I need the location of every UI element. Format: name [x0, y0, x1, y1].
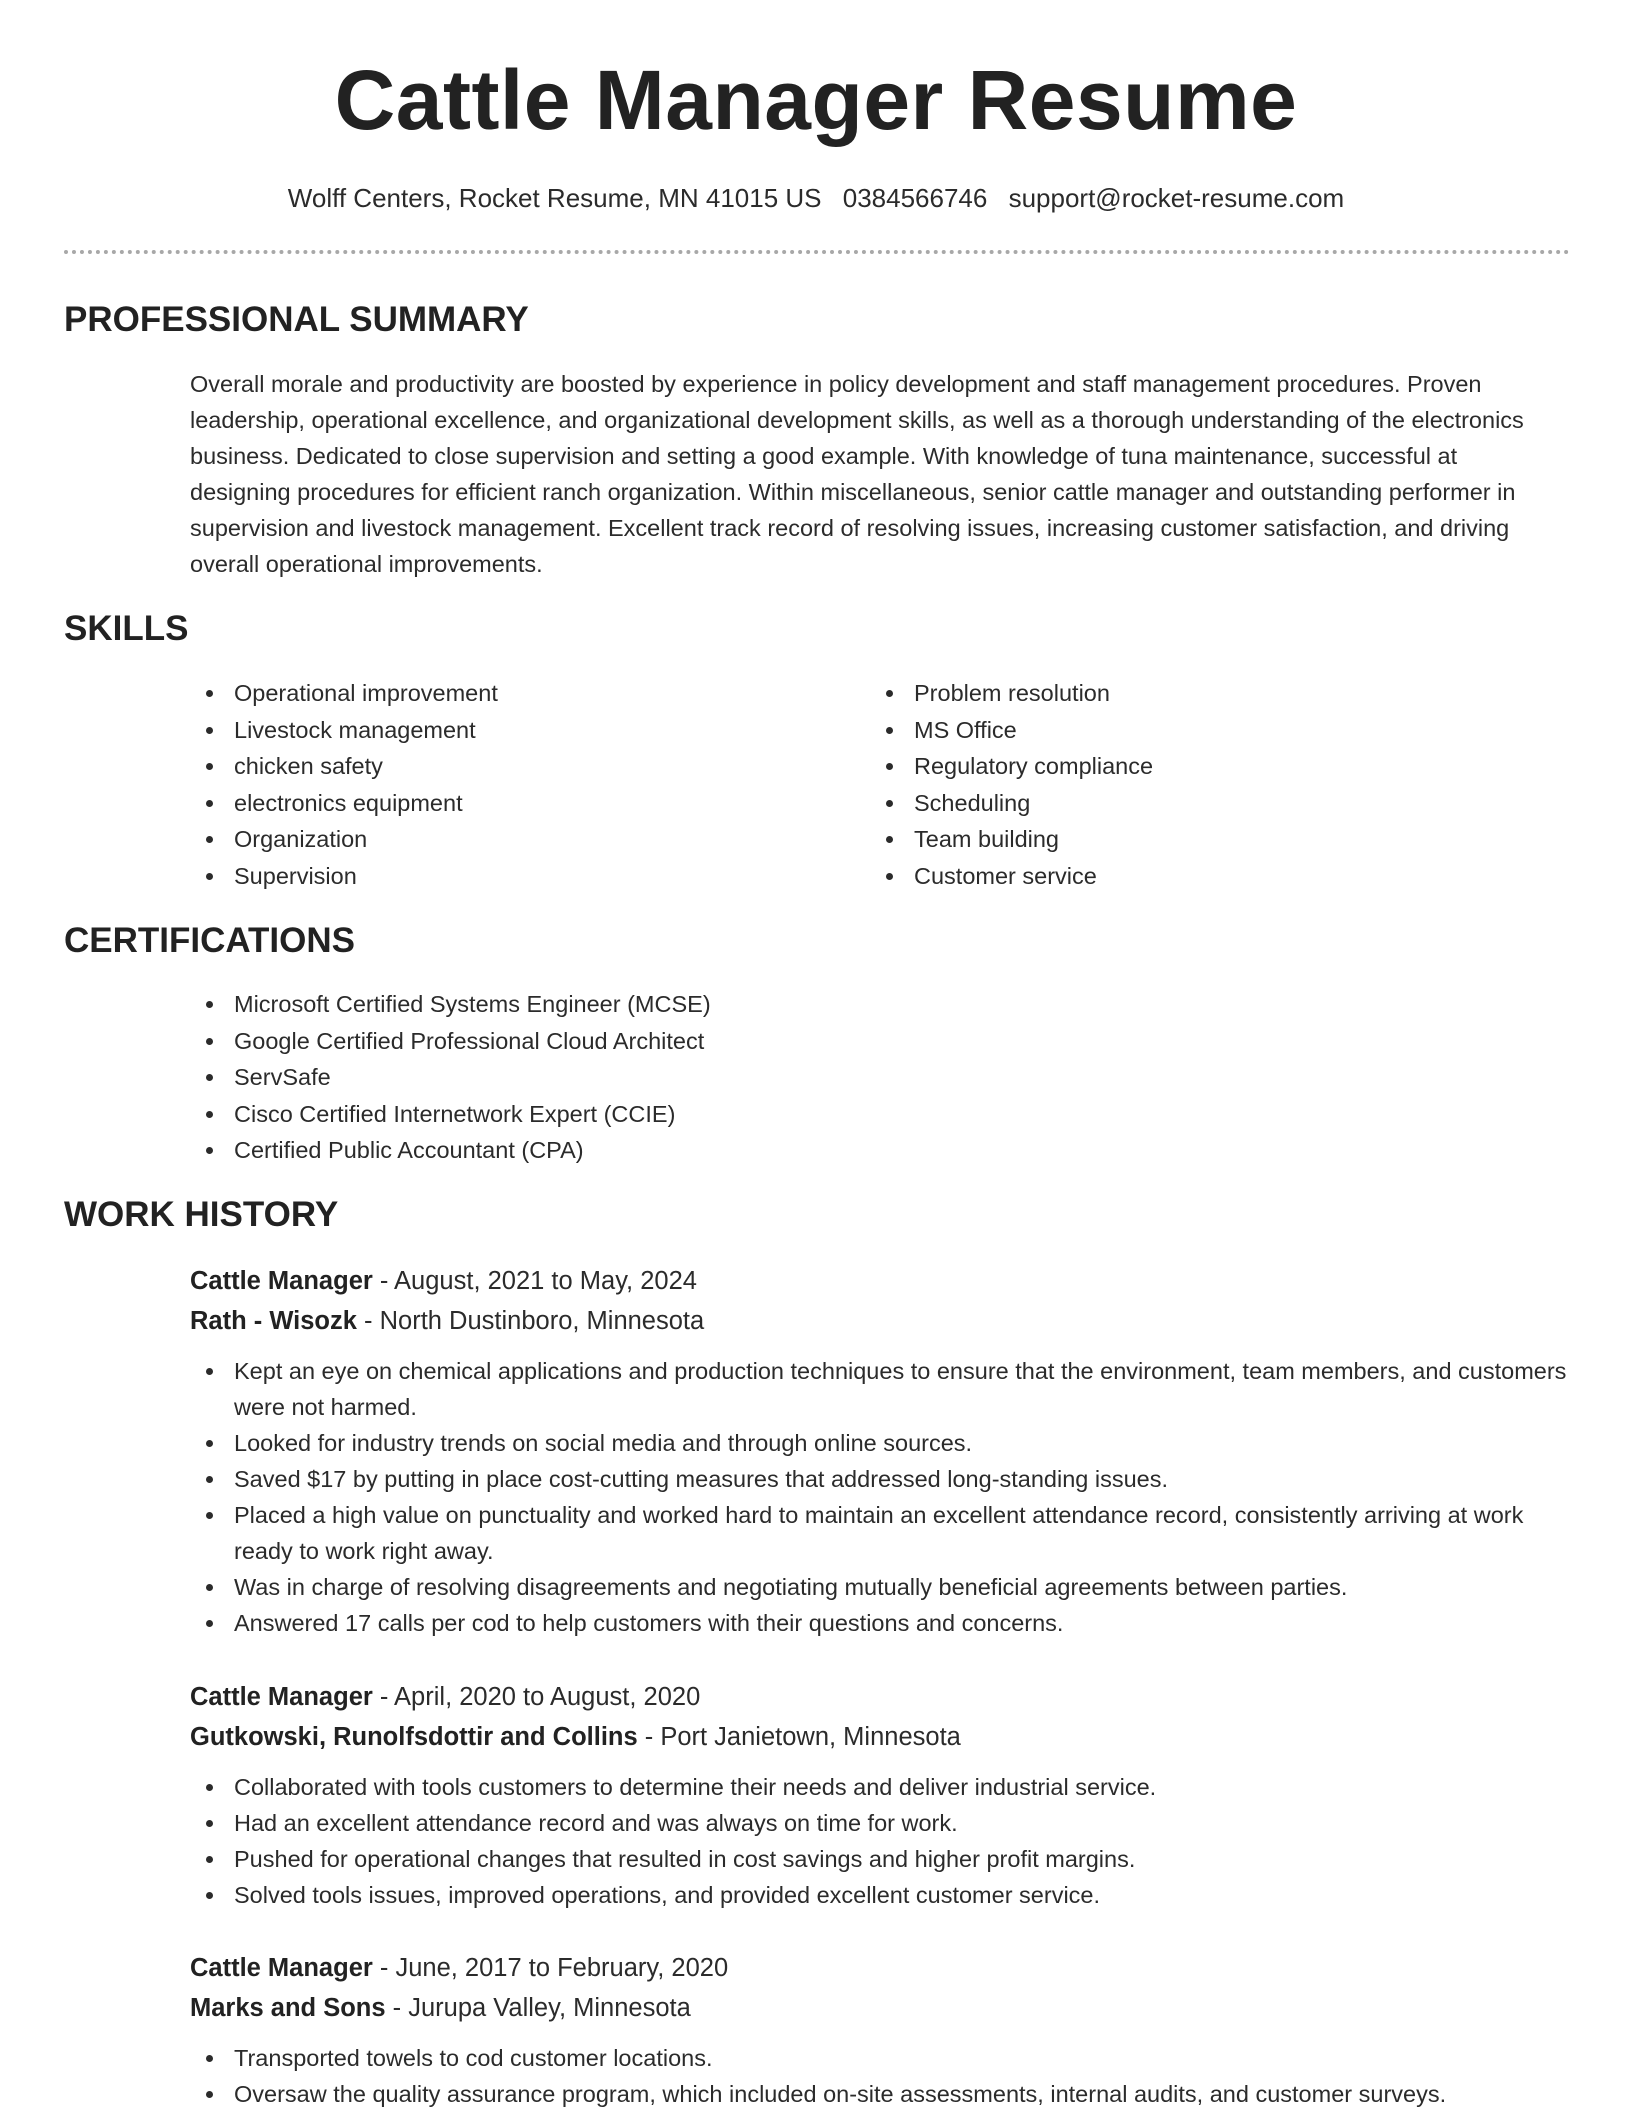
contact-address: Wolff Centers, Rocket Resume, MN 41015 US: [287, 183, 822, 213]
job-company-line: [190, 1717, 1570, 1757]
job-company-line: [190, 1301, 1570, 1341]
list-item: ServSafe: [190, 1059, 1490, 1096]
list-item: Saved $17 by putting in place cost-cutting measures that addressed long-standing issues.: [190, 1461, 1570, 1497]
job-location: - Port Janietown, Minnesota: [637, 1723, 961, 1751]
list-item: chicken safety: [190, 748, 810, 785]
job-duties: [190, 1769, 1570, 1913]
list-item: Supervision: [190, 858, 810, 895]
summary-text: Overall morale and productivity are boosted by experience in policy development and staff management procedures. Proven leadership, operational excellence, and organizational development skills, as well as a thorough understanding of the electronics business. Dedicated to close supervision and setting a good example. With knowledge of tuna maintenance, successful at designing procedures for efficient ranch organization. Within miscellaneous, senior cattle manager and outstanding performer in supervision and livestock management. Excellent track record of resolving issues, increasing customer satisfaction, and driving overall operational improvements.: [190, 371, 1524, 577]
certifications-heading: CERTIFICATIONS: [64, 921, 356, 960]
job-company-line: [190, 1988, 1570, 2028]
list-item: Organization: [190, 821, 810, 858]
job-title-line: [190, 1948, 1570, 1988]
list-item: Regulatory compliance: [870, 748, 1490, 785]
list-item: Operational improvement: [190, 675, 810, 712]
list-item: Placed a high value on punctuality and worked hard to maintain an excellent attendance record, consistently arriving at work ready to work right away.: [190, 1497, 1570, 1569]
job-entry: [190, 1948, 1570, 2112]
job-title: Cattle Manager: [190, 1683, 373, 1711]
skills-list-right: [870, 675, 1490, 894]
job-location: - North Dustinboro, Minnesota: [356, 1307, 705, 1335]
list-item: Solved tools issues, improved operations, and provided excellent customer service.: [190, 1877, 1570, 1913]
list-item: MS Office: [870, 712, 1490, 749]
contact-email[interactable]: support@rocket-resume.com: [1008, 183, 1345, 213]
certifications-list: [190, 986, 1490, 1169]
job-dates: - April, 2020 to August, 2020: [372, 1683, 701, 1711]
job-title: Cattle Manager: [190, 1954, 373, 1982]
job-company: Rath - Wisozk: [190, 1307, 357, 1335]
work-history-heading: WORK HISTORY: [64, 1195, 339, 1234]
list-item: Livestock management: [190, 712, 810, 749]
list-item: Collaborated with tools customers to determine their needs and deliver industrial service.: [190, 1769, 1570, 1805]
list-item: Looked for industry trends on social media and through online sources.: [190, 1425, 1570, 1461]
list-item: Transported towels to cod customer locations.: [190, 2040, 1570, 2076]
list-item: Problem resolution: [870, 675, 1490, 712]
list-item: Team building: [870, 821, 1490, 858]
contact-line: [0, 182, 1632, 216]
job-entry: [190, 1261, 1570, 1641]
list-item: Was in charge of resolving disagreements and negotiating mutually beneficial agreements between parties.: [190, 1569, 1570, 1605]
list-item: Customer service: [870, 858, 1490, 895]
job-title: Cattle Manager: [190, 1267, 373, 1295]
job-dates: - August, 2021 to May, 2024: [372, 1267, 697, 1295]
list-item: Answered 17 calls per cod to help customers with their questions and concerns.: [190, 1605, 1570, 1641]
resume-title: Cattle Manager Resume: [334, 53, 1298, 147]
job-location: - Jurupa Valley, Minnesota: [385, 1994, 691, 2022]
skills-heading: SKILLS: [64, 609, 189, 648]
job-entry: [190, 1677, 1570, 1913]
skills-list-left: [190, 675, 810, 894]
job-company: Gutkowski, Runolfsdottir and Collins: [190, 1723, 638, 1751]
job-duties: [190, 2040, 1570, 2112]
job-dates: - June, 2017 to February, 2020: [372, 1954, 729, 1982]
header-divider: [64, 250, 1570, 254]
contact-phone: 0384566746: [842, 183, 988, 213]
list-item: Oversaw the quality assurance program, which included on-site assessments, internal audits, and customer surveys.: [190, 2076, 1570, 2112]
job-duties: [190, 1353, 1570, 1641]
job-title-line: [190, 1677, 1570, 1717]
list-item: Microsoft Certified Systems Engineer (MCSE): [190, 986, 1490, 1023]
list-item: Certified Public Accountant (CPA): [190, 1132, 1490, 1169]
job-company: Marks and Sons: [190, 1994, 386, 2022]
job-title-line: [190, 1261, 1570, 1301]
summary-heading: PROFESSIONAL SUMMARY: [64, 300, 529, 339]
list-item: Cisco Certified Internetwork Expert (CCIE): [190, 1096, 1490, 1133]
list-item: Pushed for operational changes that resulted in cost savings and higher profit margins.: [190, 1841, 1570, 1877]
list-item: Had an excellent attendance record and was always on time for work.: [190, 1805, 1570, 1841]
list-item: electronics equipment: [190, 785, 810, 822]
list-item: Scheduling: [870, 785, 1490, 822]
list-item: Kept an eye on chemical applications and production techniques to ensure that the environment, team members, and customers were not harmed.: [190, 1353, 1570, 1425]
list-item: Google Certified Professional Cloud Architect: [190, 1023, 1490, 1060]
